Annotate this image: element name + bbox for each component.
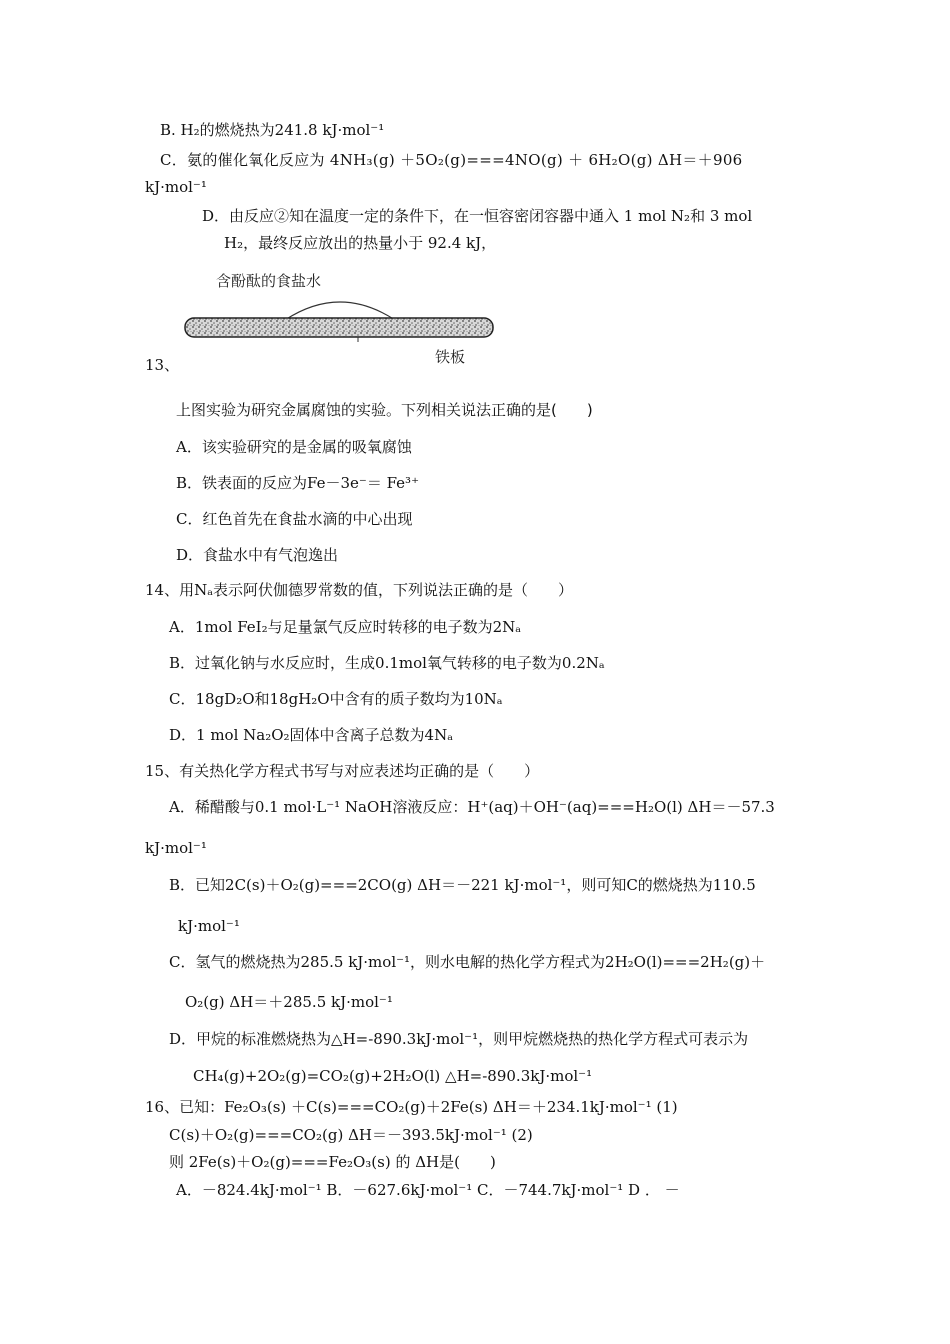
iron-plate	[185, 318, 493, 337]
q12-option-c-line2: kJ·mol⁻¹	[145, 178, 207, 196]
q12-option-d-line2: H₂，最终反应放出的热量小于 92.4 kJ，	[224, 234, 497, 252]
q12-option-b: B. H₂的燃烧热为241.8 kJ·mol⁻¹	[160, 121, 385, 139]
q13-option-b: B．铁表面的反应为Fe－3e⁻＝ Fe³⁺	[176, 474, 419, 492]
q16-stem-line1: 16、已知：Fe₂O₃(s) ＋C(s)===CO₂(g)＋2Fe(s) ΔH＝＋234.1kJ·mol⁻¹ (1)	[145, 1098, 678, 1116]
q14-option-d: D．1 mol Na₂O₂固体中含离子总数为4Nₐ	[169, 726, 454, 744]
q14-option-c: C．18gD₂O和18gH₂O中含有的质子数均为10Nₐ	[169, 690, 503, 708]
iron-plate-figure	[180, 290, 500, 350]
q15-option-d-line2: CH₄(g)+2O₂(g)=CO₂(g)+2H₂O(l) △H=-890.3kJ·mol⁻¹	[193, 1067, 593, 1085]
q15-option-d-line1: D．甲烷的标准燃烧热为△H=-890.3kJ·mol⁻¹，则甲烷燃烧热的热化学方程式可表示为	[169, 1030, 749, 1048]
q14-option-b: B．过氧化钠与水反应时，生成0.1mol氧气转移的电子数为0.2Nₐ	[169, 654, 605, 672]
q16-stem-line2: C(s)＋O₂(g)===CO₂(g) ΔH＝－393.5kJ·mol⁻¹ (2)	[169, 1126, 533, 1144]
q16-options: A．－824.4kJ·mol⁻¹ B．－627.6kJ·mol⁻¹ C．－744.7kJ·mol⁻¹ D ． －	[176, 1181, 680, 1199]
q15-option-a-line2: kJ·mol⁻¹	[145, 839, 207, 857]
q15-stem: 15、有关热化学方程式书写与对应表述均正确的是（ ）	[145, 762, 540, 780]
q14-option-a: A．1mol FeI₂与足量氯气反应时转移的电子数为2Nₐ	[169, 618, 522, 636]
q13-number: 13、	[145, 356, 180, 374]
q13-option-c: C．红色首先在食盐水滴的中心出现	[176, 510, 413, 528]
q15-option-b-line2: kJ·mol⁻¹	[178, 917, 240, 935]
q15-option-c-line2: O₂(g) ΔH＝＋285.5 kJ·mol⁻¹	[185, 993, 393, 1011]
figure-top-label: 含酚酞的食盐水	[216, 272, 322, 290]
q15-option-b-line1: B．已知2C(s)＋O₂(g)===2CO(g) ΔH＝－221 kJ·mol⁻¹，则可知C的燃烧热为110.5	[169, 876, 756, 894]
q16-stem-line3: 则 2Fe(s)＋O₂(g)===Fe₂O₃(s) 的 ΔH是( )	[169, 1153, 496, 1171]
q15-option-c-line1: C．氢气的燃烧热为285.5 kJ·mol⁻¹，则水电解的热化学方程式为2H₂O(l)===2H₂(g)＋	[169, 953, 766, 971]
q15-option-a-line1: A．稀醋酸与0.1 mol·L⁻¹ NaOH溶液反应：H⁺(aq)＋OH⁻(aq)===H₂O(l) ΔH＝－57.3	[169, 798, 775, 816]
q12-option-d-line1: D．由反应②知在温度一定的条件下，在一恒容密闭容器中通入 1 mol N₂和 3 mol	[202, 207, 753, 225]
q13-stem: 上图实验为研究金属腐蚀的实验。下列相关说法正确的是( )	[176, 401, 593, 419]
q13-option-a: A．该实验研究的是金属的吸氧腐蚀	[176, 438, 412, 456]
q12-option-c-line1: C．氨的催化氧化反应为 4NH₃(g) ＋5O₂(g)===4NO(g) ＋ 6H₂O(g) ΔH＝＋906	[160, 151, 743, 169]
q14-stem: 14、用Nₐ表示阿伏伽德罗常数的值，下列说法正确的是（ ）	[145, 581, 574, 599]
q13-option-d: D．食盐水中有气泡逸出	[176, 546, 339, 564]
figure-bottom-label: 铁板	[435, 348, 466, 366]
